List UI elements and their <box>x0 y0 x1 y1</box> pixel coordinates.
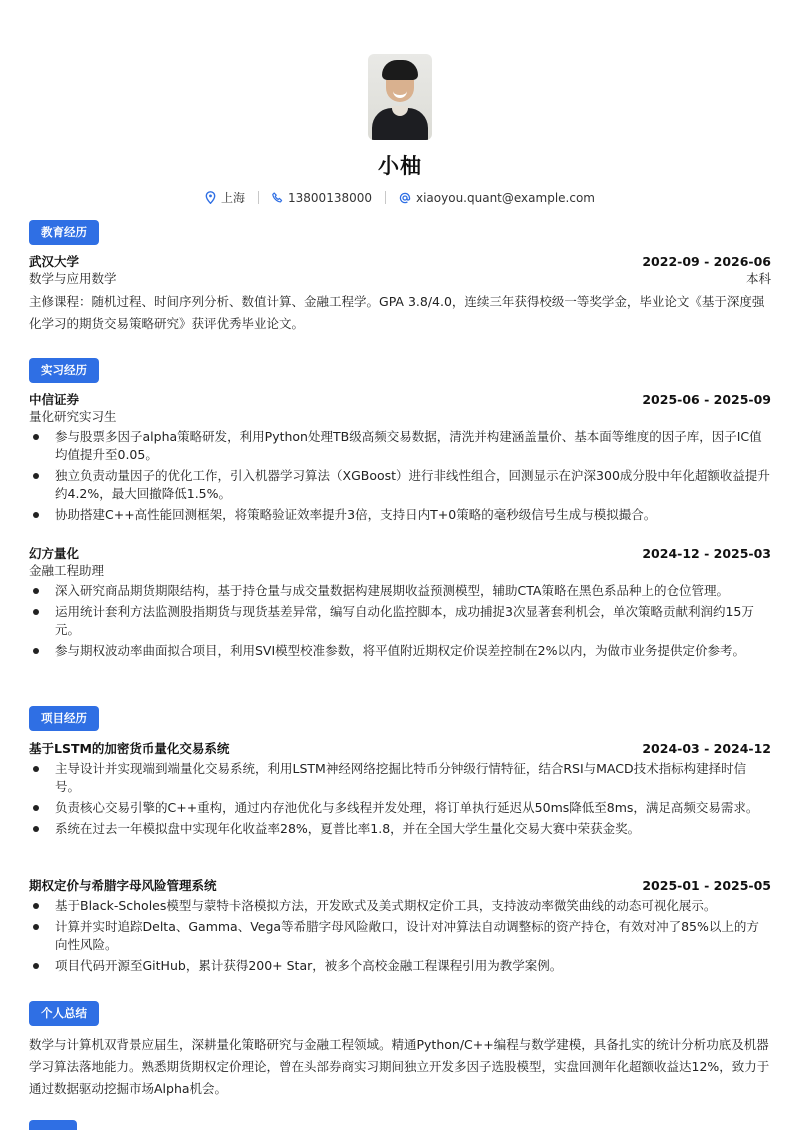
internship-entry <box>29 391 771 524</box>
list-item: 独立负责动量因子的优化工作，引入机器学习算法（XGBoost）进行非线性组合，回测显示在沪深300成分股中年化超额收益提升约4.2%，最大回撤降低1.5%。 <box>29 467 771 503</box>
section-tag-education: 教育经历 <box>29 220 99 245</box>
avatar <box>368 54 432 140</box>
education-entry <box>29 253 771 335</box>
contact-location <box>205 189 245 206</box>
summary-text: 数学与计算机双背景应届生，深耕量化策略研究与金融工程领域。精通Python/C++编程与数学建模，具备扎实的统计分析功底及机器学习算法落地能力。熟悉期货期权定价理论，曾在头部券商实习期间独立开发多因子选股模型，实盘回测年化超额收益达12%，致力于通过数据驱动挖掘市场Alpha机会。 <box>29 1037 770 1096</box>
internship-entry <box>29 545 771 660</box>
education-description: 主修课程：随机过程、时间序列分析、数值计算、金融工程学。GPA 3.8/4.0，连续三年获得校级一等奖学金，毕业论文《基于深度强化学习的期货交易策略研究》获评优秀毕业论文。 <box>29 294 765 331</box>
section-tag-summary: 个人总结 <box>29 1001 99 1026</box>
internship-dates: 2025-06 - 2025-09 <box>642 392 771 407</box>
company-name: 中信证券 <box>29 392 80 407</box>
contact-bar <box>0 189 800 206</box>
list-item: 参与股票多因子alpha策略研发，利用Python处理TB级高频交易数据，清洗并构建涵盖量价、基本面等维度的因子库，因子IC值均值提升至0.05。 <box>29 428 771 464</box>
education-section <box>29 220 771 245</box>
project-title: 期权定价与希腊字母风险管理系统 <box>29 878 217 893</box>
list-item: 负责核心交易引擎的C++重构，通过内存池优化与多线程并发处理，将订单执行延迟从50ms降低至8ms，满足高频交易需求。 <box>29 799 771 817</box>
role: 金融工程助理 <box>29 563 105 578</box>
school-name: 武汉大学 <box>29 254 80 269</box>
list-item: 运用统计套利方法监测股指期货与现货基差异常，编写自动化监控脚本，成功捕捉3次显著套利机会，单次策略贡献利润约15万元。 <box>29 603 771 639</box>
project-section <box>29 706 771 731</box>
location-pin-icon <box>205 191 216 204</box>
bullet-list <box>29 428 771 524</box>
next-section-tag-partial <box>29 1120 771 1130</box>
summary-section <box>29 1001 771 1026</box>
project-entry <box>29 877 771 975</box>
list-item: 计算并实时追踪Delta、Gamma、Vega等希腊字母风险敞口，设计对冲算法自动调整标的资产持仓，有效对冲了85%以上的方向性风险。 <box>29 918 771 954</box>
email-icon <box>399 192 411 204</box>
phone-icon <box>272 192 283 203</box>
location-text: 上海 <box>221 191 246 205</box>
resume-header <box>0 0 800 206</box>
email-text[interactable]: xiaoyou.quant@example.com <box>416 190 595 205</box>
degree: 本科 <box>745 271 771 286</box>
phone-text[interactable]: 13800138000 <box>288 190 372 205</box>
candidate-name: 小柚 <box>378 154 422 178</box>
project-dates: 2025-01 - 2025-05 <box>642 878 771 893</box>
project-title: 基于LSTM的加密货币量化交易系统 <box>29 741 230 756</box>
list-item: 基于Black-Scholes模型与蒙特卡洛模拟方法，开发欧式及美式期权定价工具，支持波动率微笑曲线的动态可视化展示。 <box>29 897 771 915</box>
contact-divider <box>385 191 386 204</box>
contact-phone <box>272 191 372 205</box>
bullet-list <box>29 582 771 660</box>
contact-email <box>399 191 595 205</box>
role: 量化研究实习生 <box>29 409 117 424</box>
list-item: 深入研究商品期货期限结构，基于持仓量与成交量数据构建展期收益预测模型，辅助CTA策略在黑色系品种上的仓位管理。 <box>29 582 771 600</box>
bullet-list <box>29 897 771 975</box>
internship-dates: 2024-12 - 2025-03 <box>642 546 771 561</box>
major: 数学与应用数学 <box>29 271 117 286</box>
bullet-list <box>29 760 771 838</box>
section-tag-projects: 项目经历 <box>29 706 99 731</box>
list-item: 项目代码开源至GitHub，累计获得200+ Star，被多个高校金融工程课程引用为教学案例。 <box>29 957 771 975</box>
project-entry <box>29 740 771 838</box>
list-item: 协助搭建C++高性能回测框架，将策略验证效率提升3倍，支持日内T+0策略的毫秒级信号生成与模拟撮合。 <box>29 506 771 524</box>
contact-divider <box>258 191 259 204</box>
list-item: 系统在过去一年模拟盘中实现年化收益率28%，夏普比率1.8，并在全国大学生量化交易大赛中荣获金奖。 <box>29 820 771 838</box>
list-item: 主导设计并实现端到端量化交易系统，利用LSTM神经网络挖掘比特币分钟级行情特征，结合RSI与MACD技术指标构建择时信号。 <box>29 760 771 796</box>
project-dates: 2024-03 - 2024-12 <box>642 741 771 756</box>
education-dates: 2022-09 - 2026-06 <box>642 254 771 269</box>
list-item: 参与期权波动率曲面拟合项目，利用SVI模型校准参数，将平值附近期权定价误差控制在2%以内，为做市业务提供定价参考。 <box>29 642 771 660</box>
company-name: 幻方量化 <box>29 546 80 561</box>
summary-entry <box>29 1034 771 1100</box>
section-tag-internship: 实习经历 <box>29 358 99 383</box>
internship-section <box>29 358 771 383</box>
